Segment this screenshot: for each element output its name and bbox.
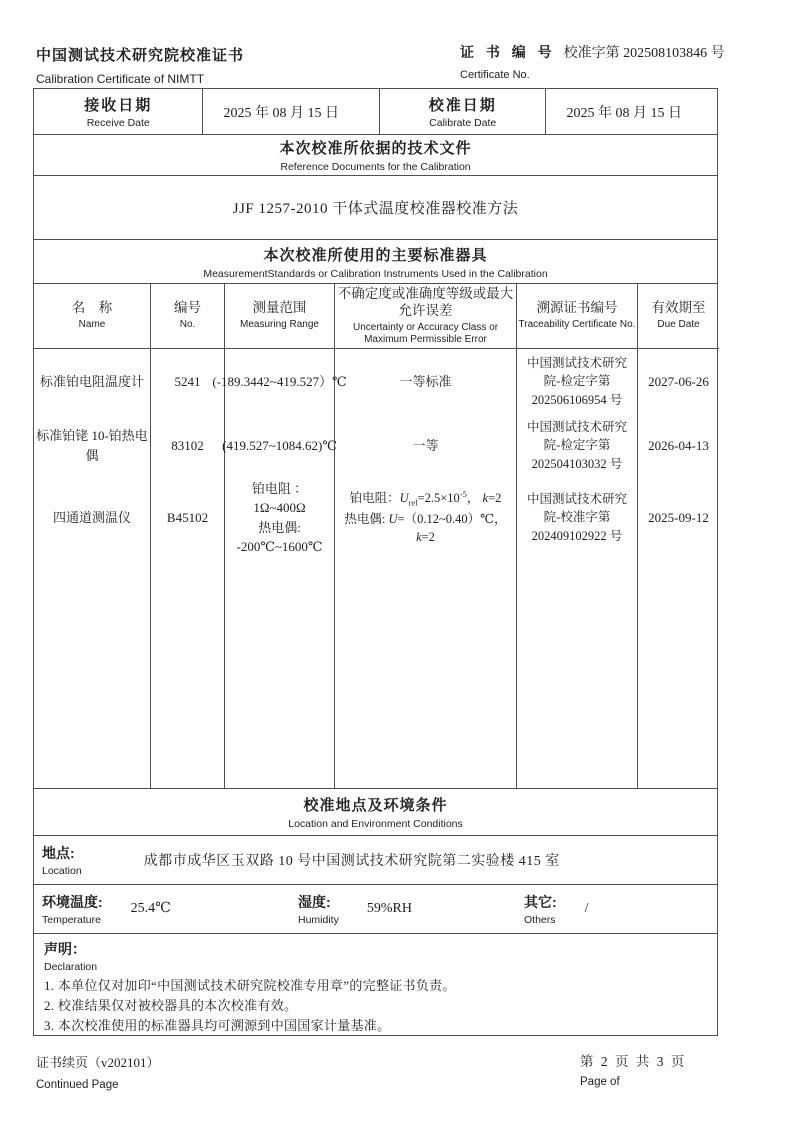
institute-title-en: Calibration Certificate of NIMTT (36, 72, 205, 86)
location-title-en: Location and Environment Conditions (288, 817, 463, 830)
certificate-number-line (460, 42, 725, 62)
others-label (516, 892, 557, 926)
certificate-body (33, 88, 718, 1036)
row2-range: (419.527~1084.62)℃ (224, 415, 334, 477)
location-label-en: Location (42, 864, 82, 877)
col-header-name-en: Name (78, 319, 106, 331)
row3-no: B45102 (150, 477, 224, 559)
reference-docs-content: JJF 1257-2010 干体式温度校准器校准方法 (33, 175, 718, 240)
location-label (34, 843, 82, 877)
col-header-due (637, 284, 719, 349)
declaration-item-2: 2. 校准结果仅对被校器具的本次校准有效。 (44, 997, 298, 1013)
empty-cell (34, 559, 150, 788)
calibrate-date-value: 2025 年 08 月 15 日 (545, 89, 717, 134)
temperature-label (34, 892, 103, 926)
humidity-value: 59%RH (366, 900, 412, 916)
calibrate-date-label-en: Calibrate Date (429, 117, 497, 129)
reference-docs-title-en: Reference Documents for the Calibration (280, 161, 471, 173)
col-header-name (34, 284, 150, 349)
declaration-section (33, 933, 718, 1036)
humidity-label-en: Humidity (298, 913, 339, 926)
row1-name: 标准铂电阻温度计 (39, 374, 144, 389)
empty-cell (637, 559, 719, 788)
certificate-number-value: 校准字第 202508103846 号 (563, 46, 725, 61)
page-of-label: Page of (580, 1076, 620, 1088)
row2-no: 83102 (150, 415, 224, 477)
row3-uncertainty (334, 477, 516, 559)
row3-uncertainty-line2: 热电偶: U=（0.12~0.40）℃，k=2 (344, 511, 507, 545)
row3-range-line2: 热电偶: -200℃~1600℃ (236, 519, 323, 555)
temperature-value: 25.4℃ (130, 901, 171, 917)
humidity-group (290, 892, 516, 926)
reference-docs-title-zh: 本次校准所依据的技术文件 (279, 140, 472, 157)
row1-uncertainty: 一等标准 (334, 349, 516, 415)
humidity-label-zh: 湿度: (298, 893, 331, 910)
col-header-no (150, 284, 224, 349)
empty-cell (150, 559, 224, 788)
declaration-title-en: Declaration (44, 960, 98, 973)
col-header-traceability-en: Traceability Certificate No. (518, 319, 636, 331)
col-header-range (224, 284, 334, 349)
reference-docs-heading (33, 134, 718, 176)
dates-table (33, 88, 718, 135)
continued-page-en: Continued Page (36, 1079, 119, 1091)
institute-title-zh: 中国测试技术研究院校准证书 (36, 47, 245, 64)
standards-table (33, 283, 718, 789)
others-label-en: Others (524, 913, 556, 926)
receive-date-label-en: Receive Date (86, 117, 150, 129)
row2-name: 标准铂铑 10-铂热电偶 (36, 428, 148, 463)
declaration-items (44, 976, 707, 1036)
row3-range-line1: 铂电阻 ：1Ω~400Ω (251, 480, 308, 516)
others-label-zh: 其它: (524, 893, 557, 910)
col-header-no-en: No. (179, 319, 196, 331)
row3-range (224, 477, 334, 559)
row3-name: 四通道测温仪 (52, 510, 131, 525)
row1-due: 2027-06-26 (637, 349, 719, 415)
document-header-left (36, 44, 244, 86)
standards-heading (33, 239, 718, 284)
location-row (33, 835, 718, 885)
receive-date-label-cell (34, 89, 202, 134)
row3-uncertainty-line1: 铂电阻：$U_{rel}=2.5\times 10^{-5}$， k=2 (349, 489, 502, 508)
footer-right (580, 1050, 686, 1088)
col-header-uncertainty-en: Uncertainty or Accuracy Class or Maximum Permissible Error (352, 321, 499, 345)
col-header-traceability-zh: 溯源证书编号 (536, 300, 618, 316)
empty-cell (516, 559, 637, 788)
col-header-name-zh: 名 称 (71, 300, 113, 316)
temperature-group (34, 892, 290, 926)
certificate-number-label-zh: 证 书 编 号 (460, 44, 556, 60)
temperature-label-zh: 环境温度: (42, 893, 103, 910)
row1-traceability: 中国测试技术研究院-检定字第 202506106954 号 (516, 349, 637, 415)
standards-title-zh: 本次校准所使用的主要标准器具 (263, 246, 488, 264)
page-current: 2 (600, 1054, 610, 1069)
calibrate-date-label-cell (379, 89, 545, 134)
col-header-due-en: Due Date (657, 319, 700, 331)
location-title-zh: 校准地点及环境条件 (303, 796, 448, 814)
row3-traceability: 中国测试技术研究院-校准字第 202409102922 号 (516, 477, 637, 559)
location-heading (33, 788, 718, 836)
standards-table-header-row (34, 284, 717, 349)
declaration-item-3: 3. 本次校准使用的标准器具均可溯源到中国国家计量基准。 (44, 1018, 391, 1034)
footer-left (36, 1052, 160, 1091)
empty-cell (334, 559, 516, 788)
standards-table-body (34, 349, 717, 788)
receive-date-value: 2025 年 08 月 15 日 (202, 89, 379, 134)
others-group (516, 892, 717, 926)
location-value: 成都市成华区玉双路 10 号中国测试技术研究院第二实验楼 415 室 (143, 853, 560, 869)
declaration-item-1: 1. 本单位仅对加印“中国测试技术研究院校准专用章”的完整证书负责。 (44, 977, 456, 993)
document-header-right (460, 42, 725, 81)
col-header-traceability (516, 284, 637, 349)
row3-due: 2025-09-12 (637, 477, 719, 559)
location-label-zh: 地点: (42, 844, 75, 861)
standards-title-en: MeasurementStandards or Calibration Instruments Used in the Calibration (203, 267, 548, 280)
declaration-title-zh: 声明： (44, 940, 86, 957)
others-value: / (584, 900, 589, 916)
col-header-due-zh: 有效期至 (651, 300, 706, 316)
row2-traceability: 中国测试技术研究院-检定字第 202504103032 号 (516, 415, 637, 477)
certificate-number-label-en: Certificate No. (460, 69, 530, 81)
row2-uncertainty: 一等 (334, 415, 516, 477)
col-header-range-en: Measuring Range (240, 319, 319, 331)
col-header-range-zh: 测量范围 (252, 300, 307, 316)
environment-row (33, 884, 718, 934)
humidity-label (290, 892, 339, 926)
row1-no: 5241 (150, 349, 224, 415)
temperature-label-en: Temperature (42, 913, 101, 926)
row1-range: (-189.3442~419.527）℃ (224, 349, 334, 415)
row2-due: 2026-04-13 (637, 415, 719, 477)
page-number-line: 第 2 页 共 3 页 (580, 1054, 687, 1069)
continued-page-zh: 证书续页（v202101） (36, 1055, 160, 1070)
col-header-no-zh: 编号 (174, 300, 201, 316)
col-header-uncertainty-zh: 不确定度或准确度等级或最大允许误差 (337, 286, 514, 318)
col-header-uncertainty (334, 284, 516, 349)
calibrate-date-label-zh: 校准日期 (428, 97, 497, 114)
empty-cell (224, 559, 334, 788)
page-total: 3 (656, 1054, 666, 1069)
receive-date-label-zh: 接收日期 (84, 97, 153, 114)
